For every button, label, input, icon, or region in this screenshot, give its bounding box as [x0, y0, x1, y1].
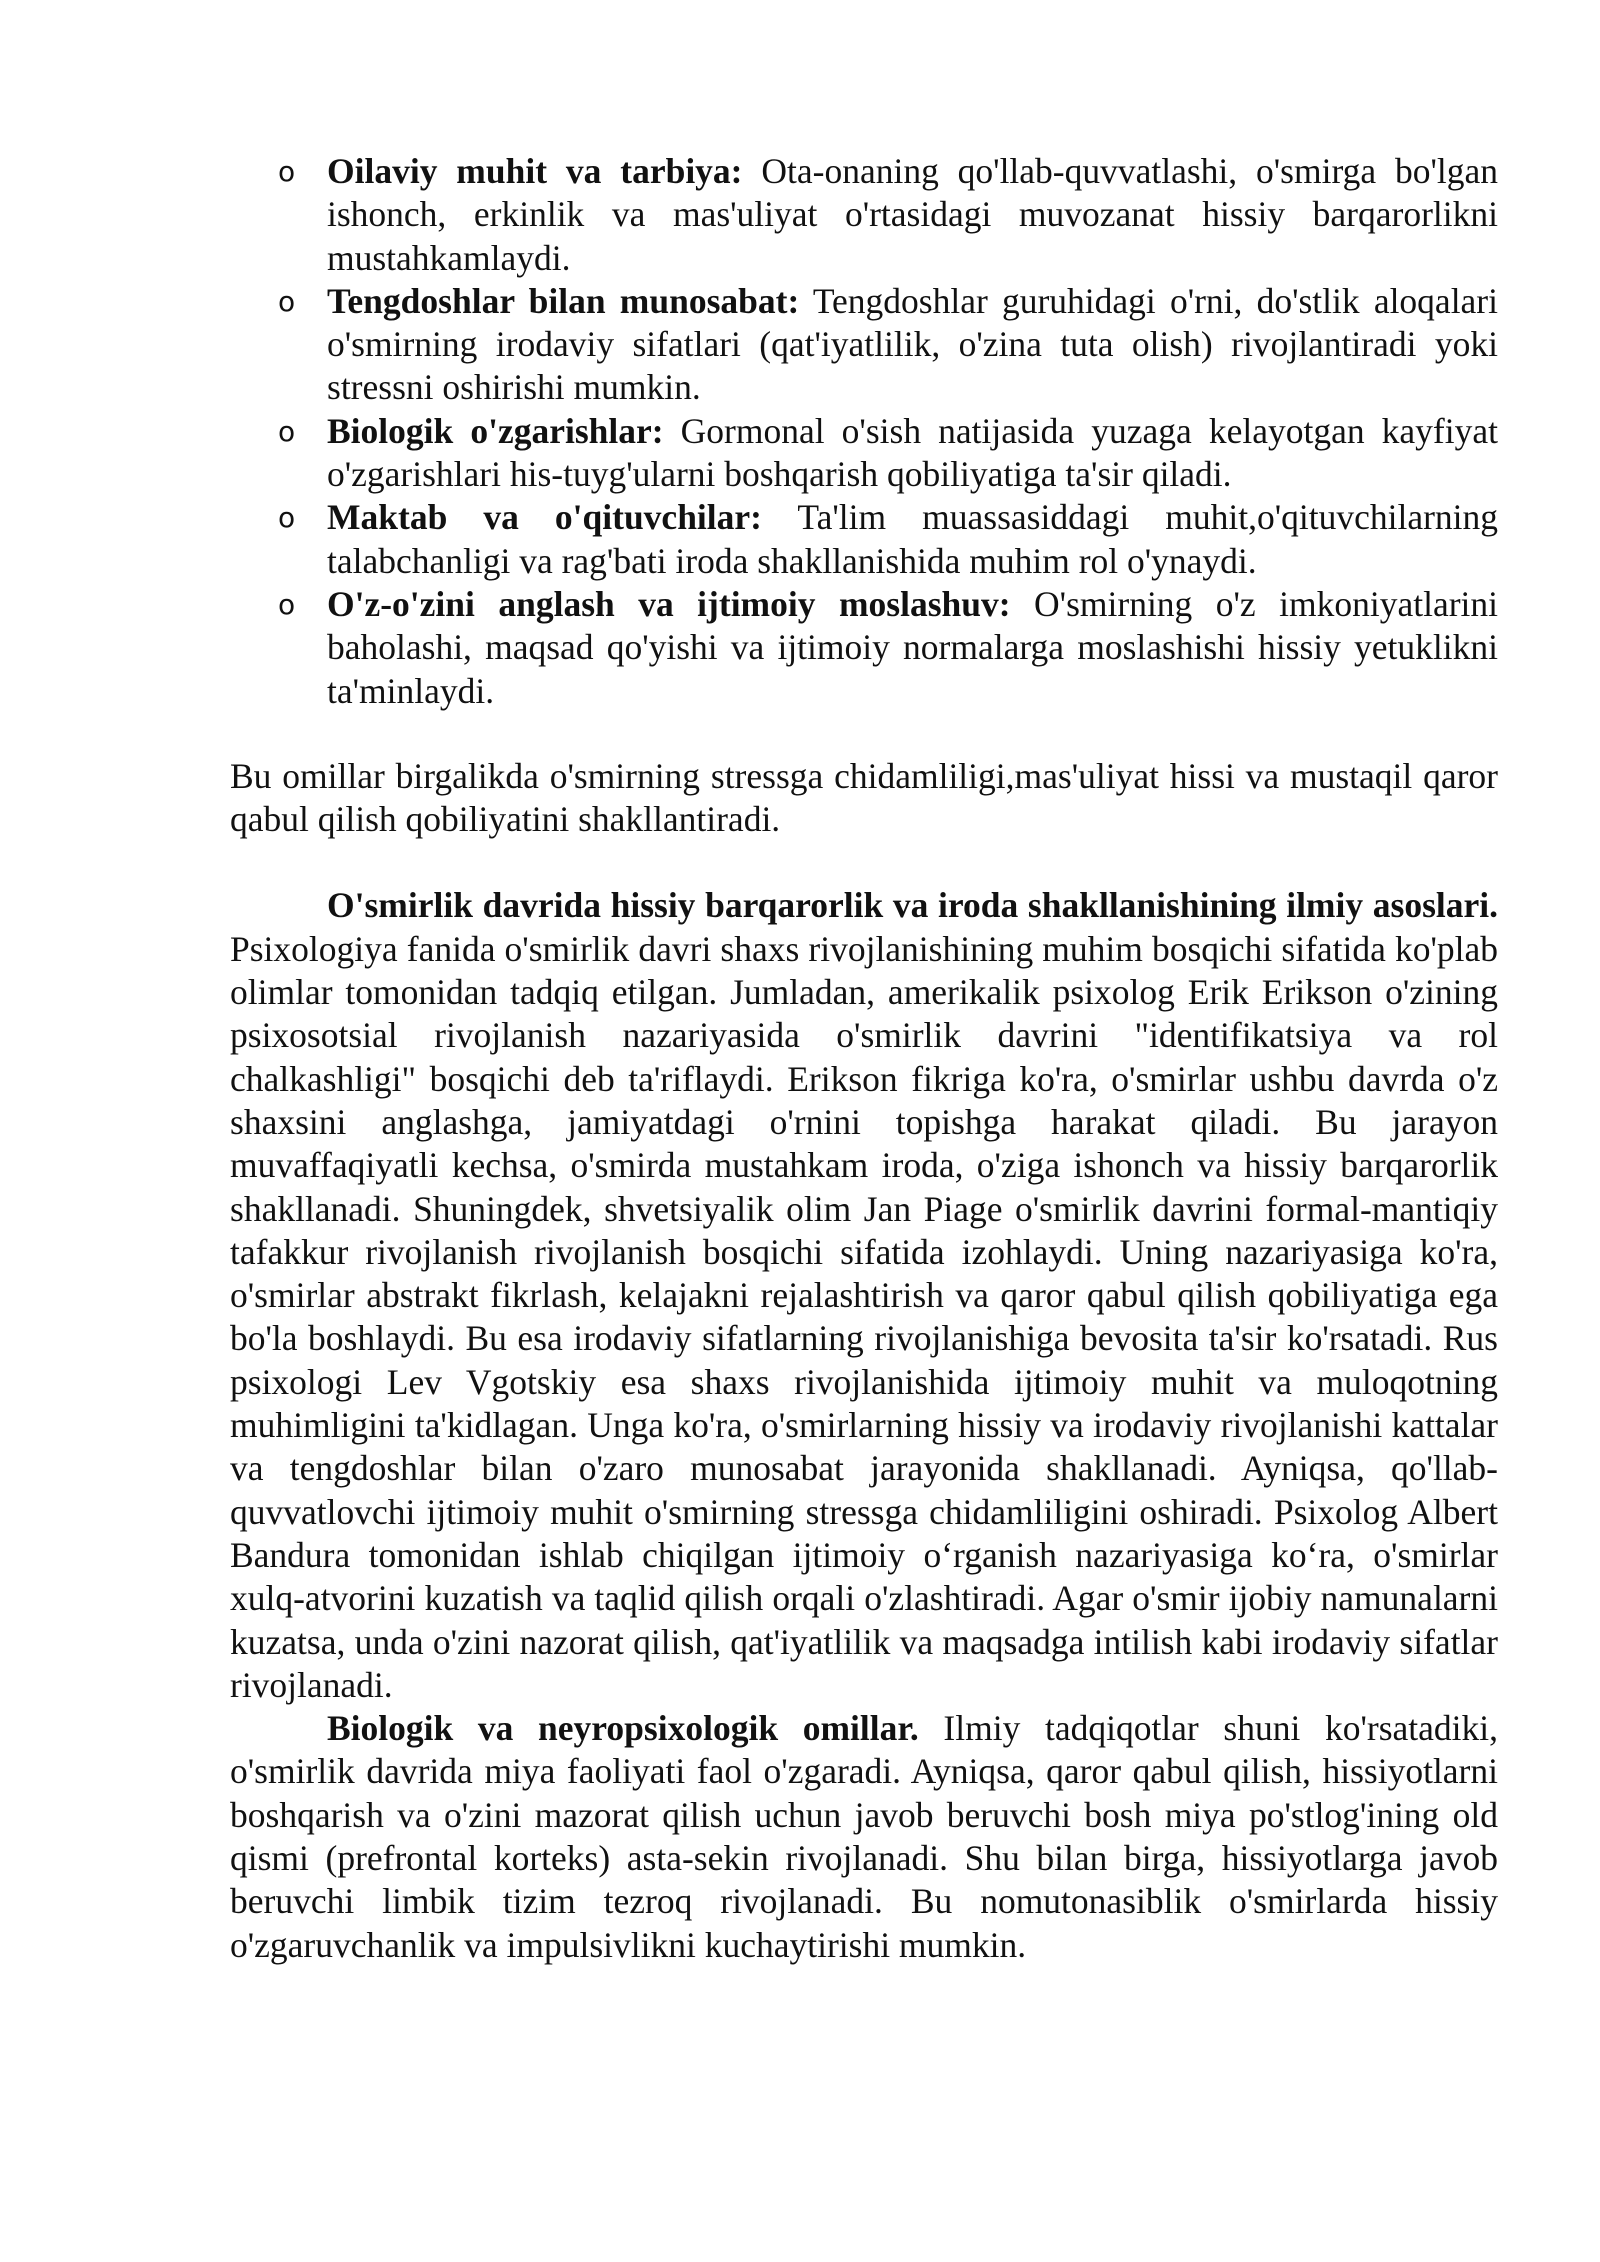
list-item [230, 583, 1498, 713]
summary-paragraph: Bu omillar birgalikda o'smirning stressga chidamliligi,mas'uliyat hissi va mustaqil qaror qabul qilish qobiliyatini shakllantiradi. [230, 755, 1498, 840]
section-paragraph-biological-factors [230, 1707, 1498, 1967]
factor-list [230, 150, 1498, 713]
section-body: Ilmiy tadqiqotlar shuni ko'rsatadiki, o'smirlik davrida miya faoliyati faol o'zgaradi. Ayniqsa, qaror qabul qilish, hissiyotlarni boshqarish va o'zini mazorat qilish uchun javob beruvchi bosh miya po'stlog'ining old qismi (prefrontal korteks) asta-sekin rivojlanadi. Shu bilan birga, hissiyotlarga javob beruvchi limbik tizim tezroq rivojlanadi. Bu nomutonasiblik o'smirlarda hissiy o'zgaruvchanlik va impulsivlikni kuchaytirishi mumkin. [230, 1708, 1498, 1965]
list-item-title: Maktab va o'qituvchilar: [327, 497, 762, 538]
document-page [230, 150, 1498, 1967]
list-item-title: O'z-o'zini anglash va ijtimoiy moslashuv: [327, 583, 1011, 624]
bullet-circle-icon: o [278, 587, 296, 621]
list-item-text: Ta'lim muassasiddagi muhit,o'qituvchilarning talabchanligi va rag'bati iroda shakllanishida muhim rol o'ynaydi. [327, 497, 1499, 581]
bullet-circle-icon: o [278, 501, 296, 535]
list-item-text: Tengdoshlar guruhidagi o'rni, do'stlik aloqalari o'smirning irodaviy sifatlari (qat'iyatlilik, o'zina tuta olish) rivojlantiradi yoki stressni oshirishi mumkin. [327, 280, 1498, 408]
section-heading: O'smirlik davrida hissiy barqarorlik va iroda shakllanishining ilmiy asoslari. [327, 885, 1498, 926]
list-item [230, 410, 1498, 497]
list-item [230, 496, 1498, 583]
list-item-title: Tengdoshlar bilan munosabat: [327, 280, 800, 321]
section-body: Psixologiya fanida o'smirlik davri shaxs rivojlanishining muhim bosqichi sifatida ko'plab olimlar tomonidan tadqiq etilgan. Jumladan, amerikalik psixolog Erik Erikson o'zining psixosotsial rivojlanish nazariyasida o'smirlik davrini "identifikatsiya va rol chalkashligi" bosqichi deb ta'riflaydi. Erikson fikriga ko'ra, o'smirlar ushbu davrda o'z shaxsini anglashga, jamiyatdagi o'rnini topishga harakat qiladi. Bu jarayon muvaffaqiyatli kechsa, o'smirda mustahkam iroda, o'ziga ishonch va hissiy barqarorlik shakllanadi. Shuningdek, shvetsiyalik olim Jan Piage o'smirlik davrini formal-mantiqiy tafakkur rivojlanish rivojlanish bosqichi sifatida izohlaydi. Uning nazariyasiga ko'ra, o'smirlar abstrakt fikrlash, kelajakni rejalashtirish va qaror qabul qilish qobiliyatiga ega bo'la boshlaydi. Bu esa irodaviy sifatlarning rivojlanishiga bevosita ta'sir ko'rsatadi. Rus psixologi Lev Vgotskiy esa shaxs rivojlanishida ijtimoiy muhit va muloqotning muhimligini ta'kidlagan. Unga ko'ra, o'smirlarning hissiy va irodaviy rivojlanishi kattalar va tengdoshlar bilan o'zaro munosabat jarayonida shakllanadi. Ayniqsa, qo'llab-quvvatlovchi ijtimoiy muhit o'smirning stressga chidamliligini oshiradi. Psixolog Albert Bandura tomonidan ishlab chiqilgan ijtimoiy o‘rganish nazariyasiga ko‘ra, o'smirlar xulq-atvorini kuzatish va taqlid qilish orqali o'zlashtiradi. Agar o'smir ijobiy namunalarni kuzatsa, unda o'zini nazorat qilish, qat'iyatlilik va maqsadga intilish kabi irodaviy sifatlar rivojlanadi. [230, 928, 1498, 1705]
list-item-title: Oilaviy muhit va tarbiya: [327, 151, 743, 191]
list-item [230, 280, 1498, 410]
bullet-circle-icon: o [278, 155, 296, 188]
list-item-title: Biologik o'zgarishlar: [327, 410, 664, 451]
bullet-circle-icon: o [278, 414, 296, 448]
list-item-text: O'smirning o'z imkoniyatlarini baholashi, maqsad qo'yishi va ijtimoiy normalarga moslashishi hissiy yetuklikni ta'minlaydi. [327, 583, 1499, 711]
section-heading: Biologik va neyropsixologik omillar. [327, 1708, 919, 1749]
list-item [230, 150, 1498, 280]
bullet-circle-icon: o [278, 284, 296, 318]
section-paragraph-scientific-basis [230, 884, 1498, 1707]
list-item-text: Gormonal o'sish natijasida yuzaga kelayotgan kayfiyat o'zgarishlari his-tuyg'ularni boshqarish qobiliyatiga ta'sir qiladi. [327, 410, 1498, 495]
list-item-text: Ota-onaning qo'llab-quvvatlashi, o'smirga bo'lgan ishonch, erkinlik va mas'uliyat o'rtasidagi muvozanat hissiy barqarorlikni mustahkamlaydi. [327, 151, 1499, 278]
